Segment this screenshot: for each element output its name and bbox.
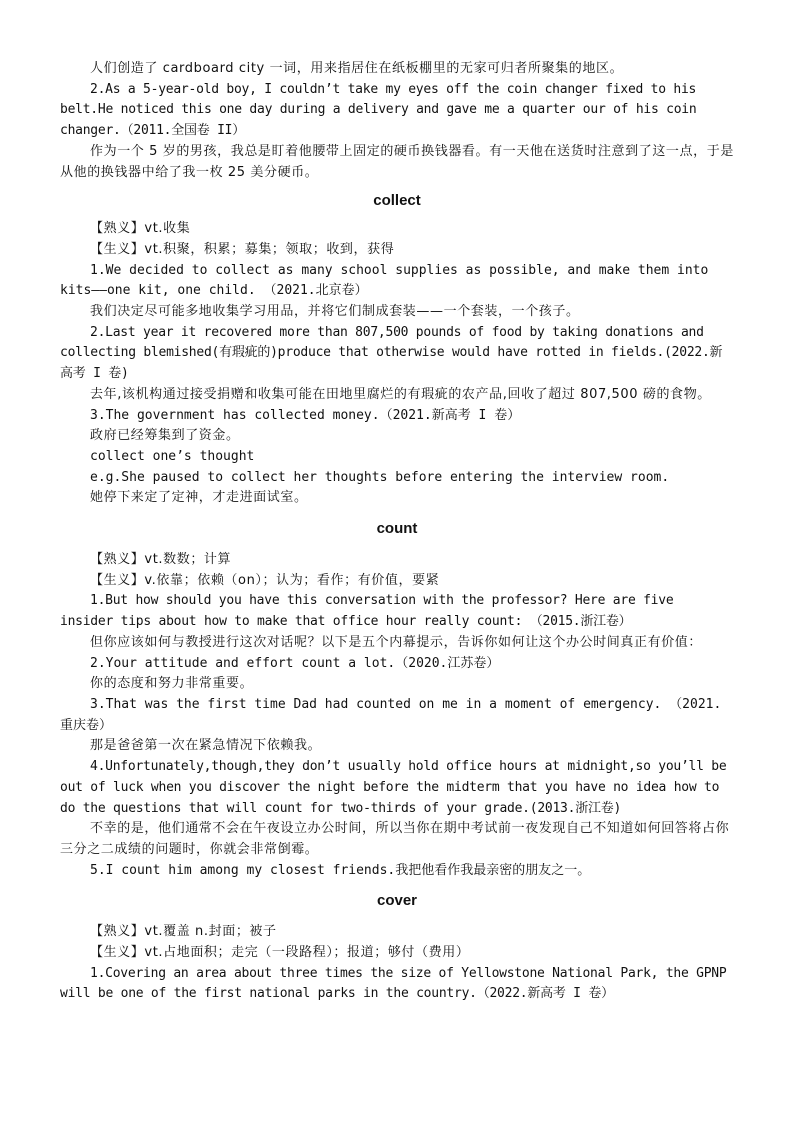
count-example-1-translation: 但你应该如何与教授进行这次对话呢？以下是五个内幕提示，告诉你如何让这个办公时间真正有价值：	[90, 634, 703, 650]
collect-unfamiliar-meaning: 【生义】vt.积聚，积累；募集；领取；收到，获得	[90, 241, 395, 257]
collect-phrase: collect one’s thought	[90, 448, 255, 464]
count-example-4-translation: 不幸的是，他们通常不会在午夜设立办公时间，所以当你在期中考试前一夜发现自己不知道如何回答将占你三分之二成绩的问题时，你就会非常倒霉。	[60, 821, 730, 857]
cover-example-1: 1.Covering an area about three times the size of Yellowstone National Park, the GPNP will be one of the first national parks in the country.（2022.新高考 I 卷）	[60, 965, 727, 1002]
count-example-2: 2.Your attitude and effort count a lot.（2020.江苏卷）	[90, 655, 500, 671]
cover-familiar-meaning: 【熟义】vt.覆盖 n.封面；被子	[90, 924, 277, 940]
intro-example-2-translation: 作为一个 5 岁的男孩，我总是盯着他腰带上固定的硬币换钱器看。有一天他在送货时注意到了这一点，于是从他的换钱器中给了我一枚 25 美分硬币。	[60, 143, 734, 180]
heading-cover: cover	[376, 892, 418, 910]
collect-familiar-meaning: 【熟义】vt.收集	[90, 221, 191, 237]
collect-example-2: 2.Last year it recovered more than 807,500 pounds of food by taking donations and collecting blemished(有瑕疵的)produce that otherwise would have rotted in fields.(2022.新高考 I 卷)	[60, 324, 723, 382]
collect-example-1-translation: 我们决定尽可能多地收集学习用品，并将它们制成套装——一个套装，一个孩子。	[90, 304, 580, 320]
intro-example-2: 2.As a 5-year-old boy, I couldn’t take my eyes off the coin changer fixed to his belt.He noticed this one day during a delivery and gave me a quarter our of his coin changer.（2011.全国卷 II）	[60, 81, 697, 139]
collect-phrase-example: e.g.She paused to collect her thoughts before entering the interview room.	[90, 469, 670, 485]
count-example-5: 5.I count him among my closest friends.我把他看作我最亲密的朋友之一。	[90, 862, 591, 878]
heading-count: count	[376, 520, 418, 538]
collect-example-1: 1.We decided to collect as many school supplies as possible, and make them into kits——one kit, one child. （2021.北京卷）	[60, 262, 709, 299]
collect-example-3-translation: 政府已经筹集到了资金。	[90, 428, 240, 444]
count-example-4: 4.Unfortunately,though,they don’t usually hold office hours at midnight,so you’ll be out of luck when you discover the night before the midterm that you have no idea how to do the questions that will count for two-thirds of your grade.(2013.浙江卷)	[60, 759, 727, 816]
heading-collect: collect	[373, 192, 421, 210]
collect-example-3: 3.The government has collected money.（2021.新高考 I 卷）	[90, 407, 521, 423]
collect-phrase-example-translation: 她停下来定了定神，才走进面试室。	[90, 490, 308, 506]
intro-translation: 人们创造了 cardboard city 一词，用来指居住在纸板棚里的无家可归者所聚集的地区。	[90, 61, 624, 76]
document-body	[60, 59, 734, 1005]
count-example-3-translation: 那是爸爸第一次在紧急情况下依赖我。	[90, 738, 322, 754]
collect-example-2-translation: 去年,该机构通过接受捐赠和收集可能在田地里腐烂的有瑕疵的农产品,回收了超过 807,500 磅的食物。	[90, 386, 711, 402]
count-unfamiliar-meaning: 【生义】v.依靠；依赖（on）；认为；看作；有价值，要紧	[90, 572, 440, 588]
count-familiar-meaning: 【熟义】vt.数数；计算	[90, 552, 232, 568]
count-example-3: 3.That was the first time Dad had counted on me in a moment of emergency. （2021.重庆卷）	[60, 696, 722, 733]
count-example-1: 1.But how should you have this conversation with the professor? Here are five insider tips about how to make that office hour really count: （2015.浙江卷）	[60, 593, 674, 630]
cover-unfamiliar-meaning: 【生义】vt.占地面积；走完（一段路程）；报道；够付（费用）	[90, 945, 470, 961]
count-example-2-translation: 你的态度和努力非常重要。	[90, 676, 254, 692]
